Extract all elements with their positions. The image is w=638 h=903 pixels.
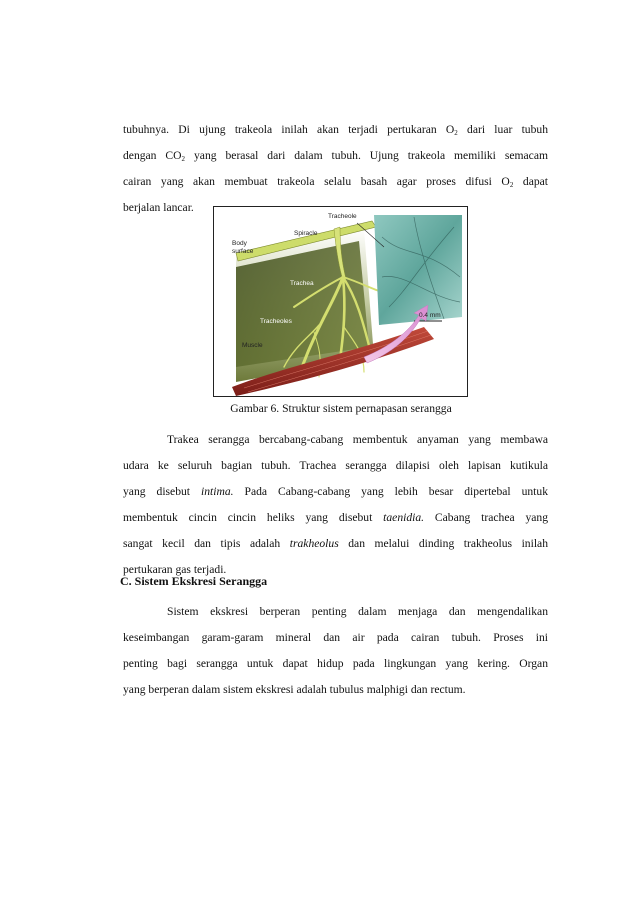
label-trachea: Trachea	[290, 280, 314, 287]
label-spiracle: Spiracle	[294, 230, 318, 237]
figure-caption: Gambar 6. Struktur sistem pernapasan serangga	[230, 402, 452, 415]
text-line: Trakea serangga bercabang-cabang membentuk anyaman yang membawa	[167, 433, 548, 446]
text-line: dengan $CO_2$ yang berasal dari dalam tubuh. Ujung trakeola memiliki semacam	[123, 149, 548, 163]
label-body-surface-1: Body	[232, 240, 247, 247]
text-line: udara ke seluruh bagian tubuh. Trachea serangga dilapisi oleh lapisan kutikula	[123, 459, 548, 472]
text-line: membentuk cincin cincin heliks yang disebut taenidia. Cabang trachea yang	[123, 511, 548, 524]
text-line: keseimbangan garam-garam mineral dan air pada cairan tubuh. Proses ini	[123, 631, 548, 644]
text-line: sangat kecil dan tipis adalah trakheolus dan melalui dinding trakheolus inilah	[123, 537, 548, 550]
paragraph-excretion-system	[123, 599, 548, 703]
insect-trachea-illustration	[214, 207, 467, 396]
text-line: cairan yang akan membuat trakeola selalu basah agar proses difusi $O_2$ dapat	[123, 175, 548, 189]
label-body-surface-2: surface	[232, 248, 254, 255]
label-tracheoles: Tracheoles	[260, 318, 292, 325]
label-tracheole: Tracheole	[328, 213, 357, 220]
text-line: yang disebut intima. Pada Cabang-cabang yang lebih besar dipertebal untuk	[123, 485, 548, 498]
text-line: Sistem ekskresi berperan penting dalam menjaga dan mengendalikan	[167, 605, 548, 618]
section-heading: C. Sistem Ekskresi Serangga	[120, 574, 268, 588]
label-scale: 0.4 mm	[419, 312, 441, 319]
text-line: berjalan lancar.	[123, 201, 194, 214]
text-line: tubuhnya. Di ujung trakeola inilah akan terjadi pertukaran $O_2$ dari luar tubuh	[123, 123, 548, 137]
text-line: penting bagi serangga untuk dapat hidup pada lingkungan yang kering. Organ	[123, 657, 548, 670]
text-line: yang berperan dalam sistem ekskresi adalah tubulus malphigi dan rectum.	[123, 683, 466, 696]
label-muscle: Muscle	[242, 342, 263, 349]
text-line: pertukaran gas terjadi.	[123, 563, 227, 576]
paragraph-trachea-structure	[123, 427, 548, 583]
respiratory-system-figure	[213, 206, 468, 397]
